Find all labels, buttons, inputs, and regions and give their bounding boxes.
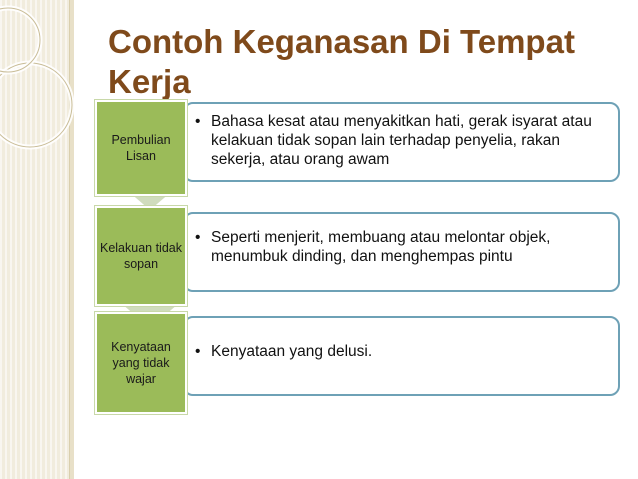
bullet-1: •: [195, 113, 201, 130]
description-box-3: [183, 316, 620, 396]
label-text-2: Kelakuan tidak sopan: [99, 241, 182, 271]
description-box-2: [183, 212, 620, 292]
description-text-3: Kenyataan yang delusi.: [211, 343, 373, 360]
bullet-2: •: [195, 229, 201, 246]
description-text-2: Seperti menjerit, membuang atau melontar objek, menumbuk dinding, dan menghempas pintu: [211, 229, 551, 265]
bullet-3: •: [195, 343, 201, 360]
label-box-3: [95, 312, 187, 414]
label-box-2: [95, 206, 187, 306]
slide-title: Contoh Keganasan Di Tempat Kerja: [108, 23, 575, 100]
label-text-3: Kenyataan yang tidak wajar: [111, 340, 171, 386]
label-text-1: Pembulian Lisan: [111, 133, 171, 163]
description-text-1: Bahasa kesat atau menyakitkan hati, gerak isyarat atau kelakuan tidak sopan lain terhadap penyelia, rakan sekerja, atau orang awam: [211, 113, 592, 168]
description-box-1: [183, 102, 620, 182]
label-box-1: [95, 100, 187, 196]
